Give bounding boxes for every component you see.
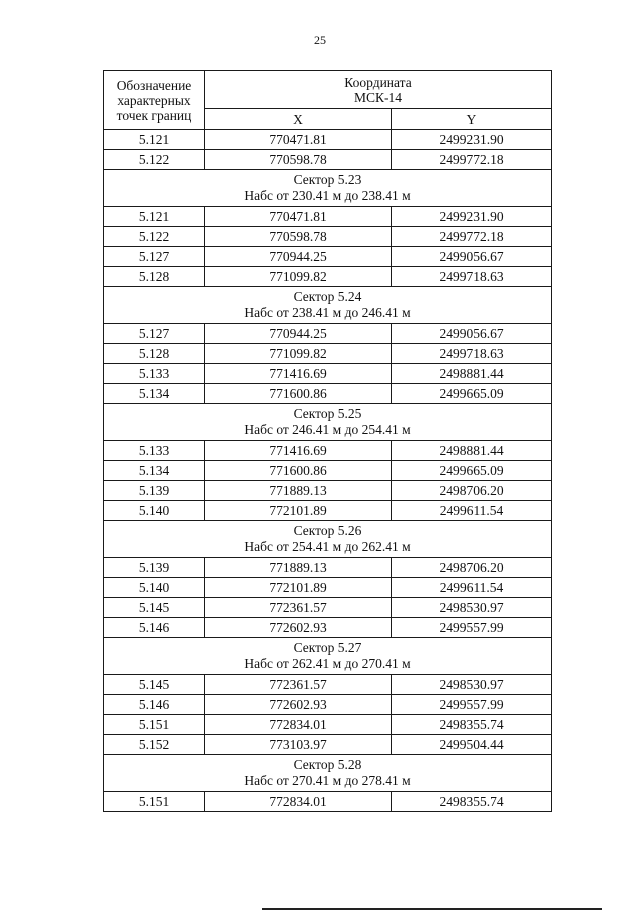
y-coordinate-cell: 2498355.74: [392, 715, 552, 735]
x-coordinate-cell: 771889.13: [205, 558, 392, 578]
point-id-cell: 5.151: [104, 792, 205, 812]
y-coordinate-cell: 2499772.18: [392, 150, 552, 170]
table-row: [104, 227, 552, 247]
table-row: [104, 735, 552, 755]
point-id-cell: 5.139: [104, 558, 205, 578]
sector-title: Сектор 5.26: [293, 523, 362, 538]
point-id-cell: 5.133: [104, 441, 205, 461]
table-row: [104, 441, 552, 461]
x-coordinate-cell: 772361.57: [205, 598, 392, 618]
y-coordinate-cell: 2498530.97: [392, 598, 552, 618]
point-id-cell: 5.134: [104, 384, 205, 404]
point-label-line: характерных: [117, 92, 191, 108]
x-coordinate-cell: 770598.78: [205, 227, 392, 247]
table-row: [104, 384, 552, 404]
y-coordinate-cell: 2498706.20: [392, 481, 552, 501]
table-row: [104, 578, 552, 598]
sector-range: Набс от 238.41 м до 246.41 м: [244, 305, 411, 320]
y-coordinate-cell: 2499718.63: [392, 267, 552, 287]
table-row: [104, 247, 552, 267]
sector-title: Сектор 5.27: [293, 640, 362, 655]
point-id-cell: 5.151: [104, 715, 205, 735]
y-coordinate-cell: 2498355.74: [392, 792, 552, 812]
point-id-cell: 5.146: [104, 618, 205, 638]
y-coordinate-cell: 2498706.20: [392, 558, 552, 578]
point-id-cell: 5.127: [104, 324, 205, 344]
point-id-cell: 5.140: [104, 501, 205, 521]
point-id-cell: 5.139: [104, 481, 205, 501]
y-coordinate-cell: 2499665.09: [392, 461, 552, 481]
sector-header-cell: [104, 521, 552, 558]
table-row: [104, 481, 552, 501]
table-row: [104, 364, 552, 384]
sector-range: Набс от 262.41 м до 270.41 м: [244, 656, 411, 671]
x-coordinate-cell: 771099.82: [205, 344, 392, 364]
y-coordinate-cell: 2499665.09: [392, 384, 552, 404]
table-header: [104, 71, 552, 130]
point-id-cell: 5.127: [104, 247, 205, 267]
sector-header-row: [104, 521, 552, 558]
y-coordinate-cell: 2498881.44: [392, 364, 552, 384]
x-coordinate-cell: 770471.81: [205, 207, 392, 227]
point-id-cell: 5.152: [104, 735, 205, 755]
sector-header-cell: [104, 170, 552, 207]
point-id-cell: 5.146: [104, 695, 205, 715]
table-row: [104, 695, 552, 715]
x-coordinate-cell: 771416.69: [205, 441, 392, 461]
x-coordinate-cell: 772101.89: [205, 578, 392, 598]
point-id-cell: 5.121: [104, 130, 205, 150]
point-id-cell: 5.122: [104, 150, 205, 170]
y-coordinate-cell: 2499056.67: [392, 324, 552, 344]
x-column-header: X: [205, 109, 392, 130]
point-id-cell: 5.134: [104, 461, 205, 481]
point-id-cell: 5.145: [104, 675, 205, 695]
point-id-cell: 5.140: [104, 578, 205, 598]
y-column-header: Y: [392, 109, 552, 130]
table-row: [104, 461, 552, 481]
table-row: [104, 598, 552, 618]
sector-title: Сектор 5.25: [293, 406, 362, 421]
coordinate-header: [205, 71, 552, 109]
table-row: [104, 618, 552, 638]
point-id-cell: 5.128: [104, 267, 205, 287]
x-coordinate-cell: 771416.69: [205, 364, 392, 384]
point-label-line: точек границ: [116, 107, 192, 123]
point-id-cell: 5.133: [104, 364, 205, 384]
y-coordinate-cell: 2499557.99: [392, 695, 552, 715]
table-row: [104, 324, 552, 344]
sector-header-row: [104, 404, 552, 441]
x-coordinate-cell: 771600.86: [205, 461, 392, 481]
sector-header-cell: [104, 638, 552, 675]
sector-header-cell: [104, 755, 552, 792]
sector-range: Набс от 254.41 м до 262.41 м: [244, 539, 411, 554]
x-coordinate-cell: 770471.81: [205, 130, 392, 150]
table-row: [104, 130, 552, 150]
y-coordinate-cell: 2499504.44: [392, 735, 552, 755]
y-coordinate-cell: 2499611.54: [392, 501, 552, 521]
table-row: [104, 558, 552, 578]
y-coordinate-cell: 2499557.99: [392, 618, 552, 638]
sector-header-row: [104, 638, 552, 675]
sector-range: Набс от 246.41 м до 254.41 м: [244, 422, 411, 437]
x-coordinate-cell: 770944.25: [205, 324, 392, 344]
page-number: 25: [314, 33, 326, 47]
point-label-line: Обозначение: [116, 77, 192, 93]
table-row: [104, 501, 552, 521]
table-row: [104, 715, 552, 735]
table-row: [104, 207, 552, 227]
table-row: [104, 267, 552, 287]
x-coordinate-cell: 771099.82: [205, 267, 392, 287]
table-row: [104, 675, 552, 695]
sector-header-cell: [104, 287, 552, 324]
table-body: [104, 130, 552, 812]
coordinates-table: [103, 70, 552, 812]
sector-header-cell: [104, 404, 552, 441]
coordinate-title-line: МСК-14: [354, 89, 403, 105]
sector-title: Сектор 5.23: [293, 172, 362, 187]
x-coordinate-cell: 771889.13: [205, 481, 392, 501]
scan-edge-line: [262, 908, 602, 910]
y-coordinate-cell: 2498530.97: [392, 675, 552, 695]
sector-header-row: [104, 287, 552, 324]
x-coordinate-cell: 772361.57: [205, 675, 392, 695]
x-coordinate-cell: 772834.01: [205, 715, 392, 735]
table-row: [104, 150, 552, 170]
table-row: [104, 344, 552, 364]
sector-title: Сектор 5.24: [293, 289, 362, 304]
sector-range: Набс от 270.41 м до 278.41 м: [244, 773, 411, 788]
coordinate-title-line: Координата: [344, 74, 412, 90]
x-coordinate-cell: 773103.97: [205, 735, 392, 755]
sector-title: Сектор 5.28: [293, 757, 362, 772]
y-coordinate-cell: 2499611.54: [392, 578, 552, 598]
point-id-cell: 5.121: [104, 207, 205, 227]
x-coordinate-cell: 772602.93: [205, 695, 392, 715]
table-row: [104, 792, 552, 812]
x-coordinate-cell: 770944.25: [205, 247, 392, 267]
y-coordinate-cell: 2499231.90: [392, 130, 552, 150]
x-coordinate-cell: 770598.78: [205, 150, 392, 170]
y-coordinate-cell: 2499231.90: [392, 207, 552, 227]
point-id-cell: 5.122: [104, 227, 205, 247]
sector-header-row: [104, 170, 552, 207]
point-id-cell: 5.145: [104, 598, 205, 618]
y-coordinate-cell: 2499718.63: [392, 344, 552, 364]
point-id-cell: 5.128: [104, 344, 205, 364]
point-label-header: [104, 71, 205, 130]
sector-header-row: [104, 755, 552, 792]
x-coordinate-cell: 771600.86: [205, 384, 392, 404]
y-coordinate-cell: 2498881.44: [392, 441, 552, 461]
y-coordinate-cell: 2499772.18: [392, 227, 552, 247]
x-coordinate-cell: 772602.93: [205, 618, 392, 638]
sector-range: Набс от 230.41 м до 238.41 м: [244, 188, 411, 203]
x-coordinate-cell: 772101.89: [205, 501, 392, 521]
x-coordinate-cell: 772834.01: [205, 792, 392, 812]
y-coordinate-cell: 2499056.67: [392, 247, 552, 267]
